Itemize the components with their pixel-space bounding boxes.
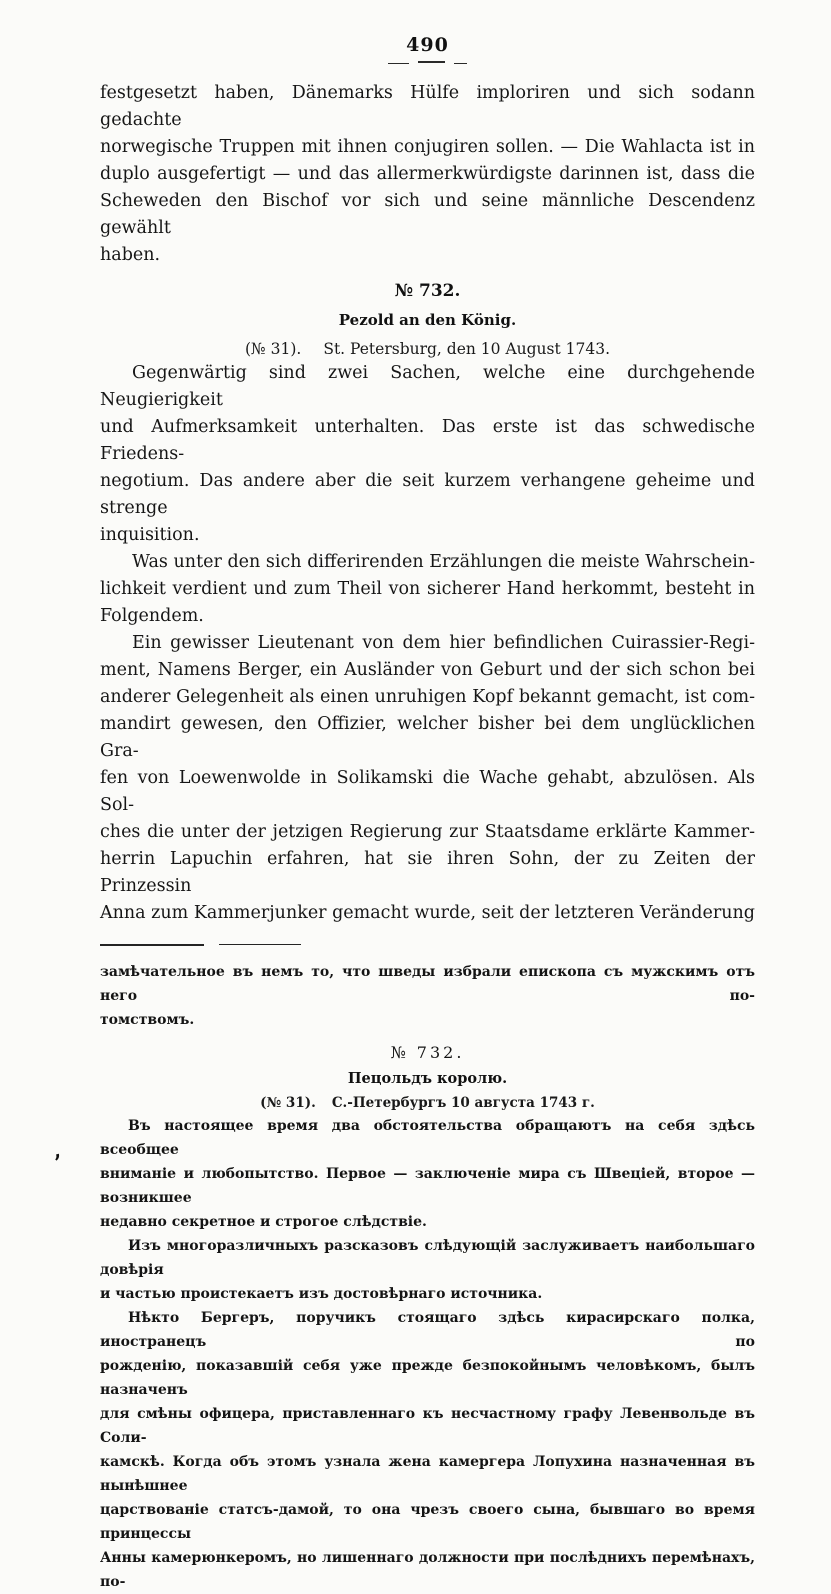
text-line: Ein gewisser Lieutenant von dem hier befindlichen Cuirassier-Regi-: [132, 633, 755, 653]
text-line: томствомъ.: [100, 1012, 195, 1028]
page-header: [100, 34, 755, 66]
text-line: lichkeit verdient und zum Theil von sicherer Hand herkommt, besteht in: [100, 579, 755, 599]
german-main-text: [100, 80, 755, 927]
paragraph: [100, 630, 755, 927]
text-line: Нѣкто Бергеръ, поручикъ стоящаго здѣсь кирасирскаго полка, иностранецъ по: [100, 1310, 755, 1350]
text-line: царствованіе статсъ-дамой, то она чрезъ своего сына, бывшаго во время принцессы: [100, 1502, 755, 1542]
text-line: Изъ многоразличныхъ разсказовъ слѣдующій заслуживаетъ наибольшаго довѣрія: [100, 1238, 755, 1278]
footnote-paragraph: [100, 1114, 755, 1234]
footnote-paragraph: [100, 1306, 755, 1594]
text-line: Anna zum Kammerjunker gemacht wurde, seit der letzteren Veränderung: [100, 903, 755, 923]
footnote-document-heading: [100, 1040, 755, 1114]
footnote-doc-place-date: С.-Петербургъ 10 августа 1743 г.: [331, 1095, 595, 1111]
text-line: mandirt gewesen, den Offizier, welcher bisher bei dem unglücklichen Gra-: [100, 714, 755, 761]
page-number: 490: [406, 34, 449, 56]
footnote-doc-title-heading: Пецольдъ королю.: [347, 1070, 508, 1087]
footnote-separator: [100, 943, 755, 946]
text-line: Gegenwärtig sind zwei Sachen, welche eine durchgehende Neugierigkeit: [100, 363, 755, 410]
text-line: ment, Namens Berger, ein Ausländer von Geburt und der sich schon bei: [100, 660, 755, 680]
doc-title-heading: Pezold an den König.: [338, 311, 517, 329]
text-line: negotium. Das andere aber die seit kurzem verhangene geheime und strenge: [100, 471, 755, 518]
text-line: festgesetzt haben, Dänemarks Hülfe imploriren und sich sodann gedachte: [100, 83, 755, 130]
footnote-doc-dateline: [100, 1093, 755, 1114]
text-line: Въ настоящее время два обстоятельства обращаютъ на себя здѣсь всеобщее: [100, 1118, 755, 1158]
text-line: Scheweden den Bischof vor sich und seine männliche Descendenz gewählt: [100, 191, 755, 238]
footnote-paragraph-continuation: [100, 960, 755, 1032]
text-line: вниманіе и любопытство. Первое — заключеніе мира съ Швеціей, второе — возникшее: [100, 1166, 755, 1206]
doc-dateline: [100, 338, 755, 360]
footnote-paragraph: [100, 1234, 755, 1306]
footnote-doc-ref-number: (№ 31).: [260, 1095, 316, 1111]
text-line: недавно секретное и строгое слѣдствіе.: [100, 1214, 427, 1230]
doc-number-heading: № 732.: [394, 281, 461, 301]
doc-place-date: St. Petersburg, den 10 August 1743.: [323, 340, 611, 358]
paragraph: [100, 360, 755, 549]
text-line: duplo ausgefertigt — und das allermerkwürdigste darinnen ist, dass die: [100, 164, 755, 184]
text-line: для смѣны офицера, приставленнаго къ несчастному графу Левенвольде въ Соли-: [100, 1406, 755, 1446]
text-line: камскѣ. Когда объ этомъ узнала жена камергера Лопухина назначенная въ нынѣшнее: [100, 1454, 755, 1494]
page-number-rule: [100, 58, 755, 66]
text-line: Анны камерюнкеромъ, но лишеннаго должности при послѣднихъ перемѣнахъ, по-: [100, 1550, 755, 1590]
scan-artifact-mark: ’: [52, 1149, 66, 1177]
text-line: anderer Gelegenheit als einen unruhigen Kopf bekannt gemacht, ist com-: [100, 687, 755, 707]
text-line: рожденію, показавшій себя уже прежде безпокойнымъ человѣкомъ, былъ назначенъ: [100, 1358, 755, 1398]
paragraph: [100, 549, 755, 630]
text-line: norwegische Truppen mit ihnen conjugiren sollen. — Die Wahlacta ist in: [100, 137, 755, 157]
footnote-doc-number-heading: № 732.: [390, 1043, 465, 1062]
text-line: haben.: [100, 245, 161, 265]
rule-segment: [418, 61, 445, 63]
separator-segment: [219, 944, 301, 946]
text-line: herrin Lapuchin erfahren, hat sie ihren Sohn, der zu Zeiten der Prinzessin: [100, 849, 755, 896]
rule-segment: [388, 63, 409, 65]
rule-segment: [454, 63, 467, 65]
document-heading: [100, 279, 755, 360]
text-line: Folgendem.: [100, 606, 204, 626]
text-line: Was unter den sich differirenden Erzählungen die meiste Wahrschein-: [132, 552, 755, 572]
text-line: ches die unter der jetzigen Regierung zur Staatsdame erklärte Kammer-: [100, 822, 755, 842]
russian-footnote-text: [100, 960, 755, 1594]
paragraph-continuation: [100, 80, 755, 269]
text-line: и частью проистекаетъ изъ достовѣрнаго источника.: [100, 1286, 543, 1302]
text-line: fen von Loewenwolde in Solikamski die Wache gehabt, abzulösen. Als Sol-: [100, 768, 755, 815]
separator-segment: [100, 944, 204, 946]
doc-ref-number: (№ 31).: [244, 340, 302, 358]
text-line: und Aufmerksamkeit unterhalten. Das erste ist das schwedische Friedens-: [100, 417, 755, 464]
text-line: inquisition.: [100, 525, 200, 545]
text-line: замѣчательное въ немъ то, что шведы избрали епископа съ мужскимъ отъ него по-: [100, 964, 755, 1004]
